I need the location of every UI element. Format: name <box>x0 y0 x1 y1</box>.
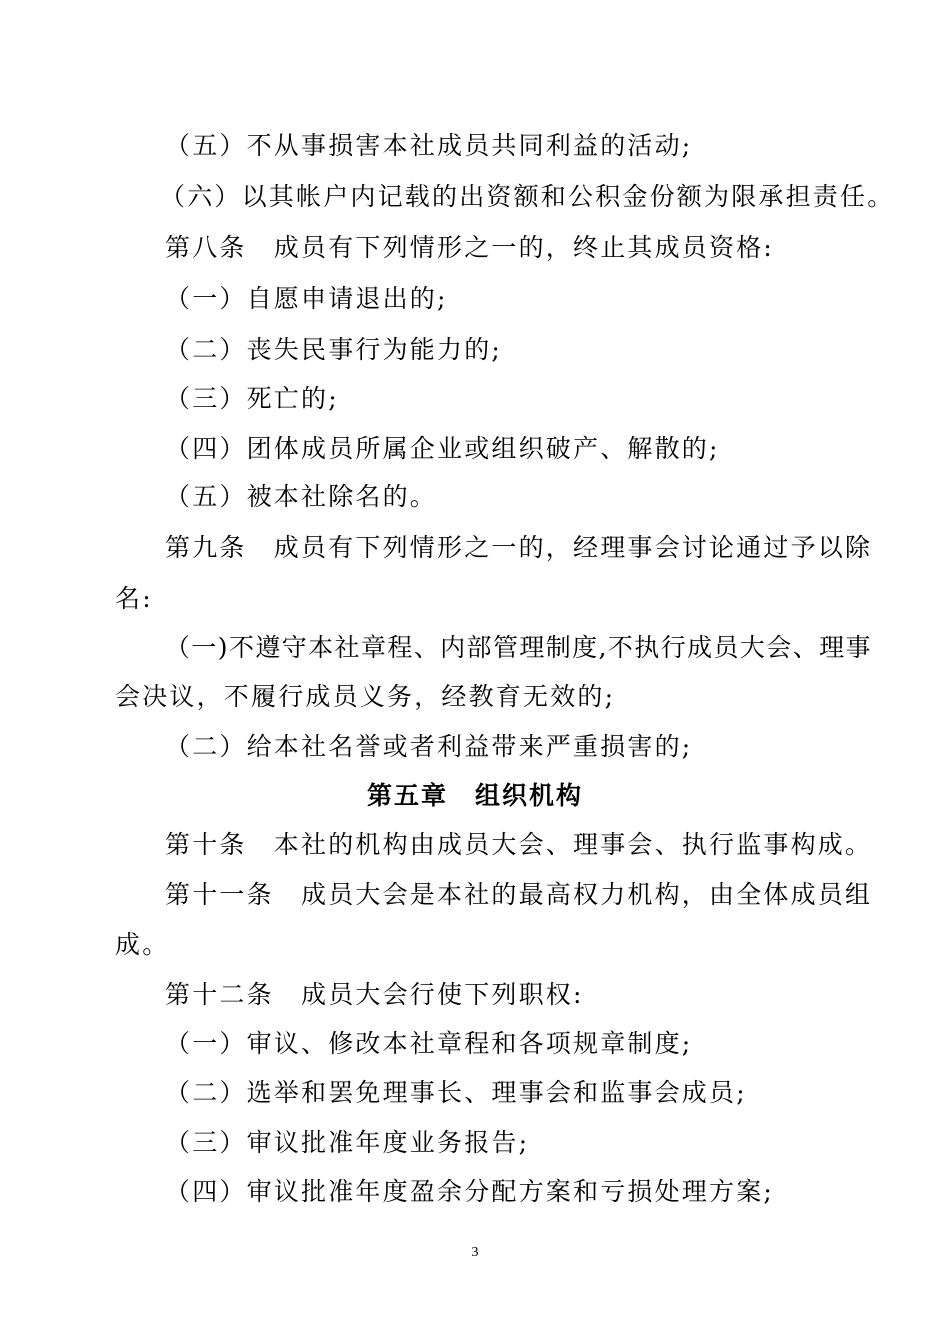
article-9-item-2: （二）给本社名誉或者利益带来严重损害的; <box>165 732 693 761</box>
article-8-item-3: （三）死亡的; <box>165 384 339 413</box>
article-9: 第九条 成员有下列情形之一的，经理事会讨论通过予以除 <box>165 533 873 562</box>
article-12: 第十二条 成员大会行使下列职权: <box>165 980 584 1009</box>
article-8-item-1: （一）自愿申请退出的; <box>165 284 448 313</box>
article-8: 第八条 成员有下列情形之一的，终止其成员资格: <box>165 233 775 262</box>
item-6-liability: （六）以其帐户内记载的出资额和公积金份额为限承担责任。 <box>160 182 895 211</box>
article-8-item-4: （四）团体成员所属企业或组织破产、解散的; <box>165 434 720 463</box>
article-9-continuation: 名: <box>115 584 153 613</box>
article-9-item-1: （一)不遵守本社章程、内部管理制度,不执行成员大会、理事 <box>165 633 872 662</box>
article-11: 第十一条 成员大会是本社的最高权力机构，由全体成员组 <box>165 880 873 909</box>
item-5-no-harm: （五）不从事损害本社成员共同利益的活动; <box>165 131 693 160</box>
article-8-item-2: （二）丧失民事行为能力的; <box>165 335 503 364</box>
article-12-item-4: （四）审议批准年度盈余分配方案和亏损处理方案; <box>165 1177 775 1206</box>
chapter-5-heading: 第五章 组织机构 <box>366 781 583 810</box>
page-number: 3 <box>471 1245 479 1260</box>
article-11-continuation: 成。 <box>115 930 170 959</box>
article-12-item-3: （三）审议批准年度业务报告; <box>165 1128 530 1157</box>
article-8-item-5: （五）被本社除名的。 <box>165 482 438 511</box>
article-12-item-1: （一）审议、修改本社章程和各项规章制度; <box>165 1029 693 1058</box>
article-12-item-2: （二）选举和罢免理事长、理事会和监事会成员; <box>165 1078 747 1107</box>
article-9-item-1-continuation: 会决议，不履行成员义务，经教育无效的; <box>115 682 616 711</box>
article-10: 第十条 本社的机构由成员大会、理事会、执行监事构成。 <box>165 830 873 859</box>
